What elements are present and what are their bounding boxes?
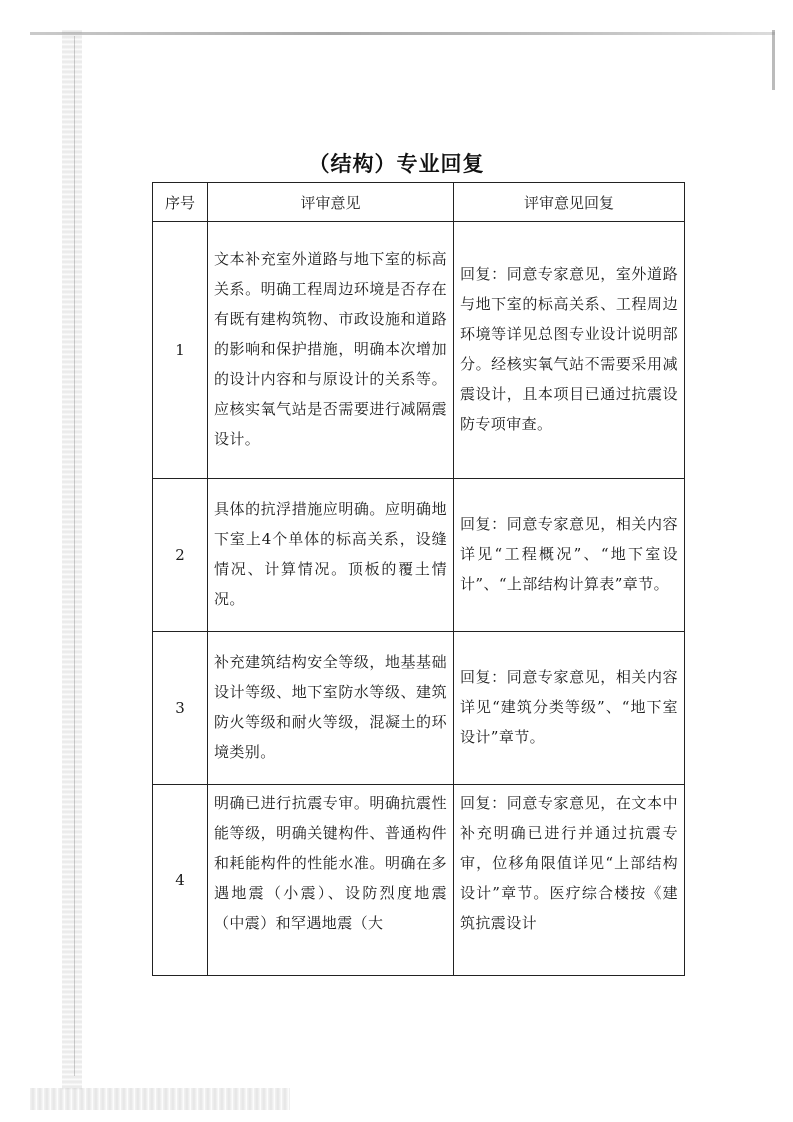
review-reply-text: 回复：同意专家意见，相关内容详见“工程概况”、“地下室设计”、“上部结构计算表”章节。 bbox=[460, 515, 678, 593]
row-number: 4 bbox=[153, 785, 208, 976]
header-opinion: 评审意见 bbox=[208, 183, 454, 222]
review-opinion-cell bbox=[208, 479, 454, 632]
scan-edge-bottom bbox=[30, 1088, 290, 1110]
row-number: 2 bbox=[153, 479, 208, 632]
row-number: 3 bbox=[153, 632, 208, 785]
review-reply-text: 回复：同意专家意见，在文本中补充明确已进行并通过抗震专审，位移角限值详见“上部结构设计”章节。医疗综合楼按《建筑抗震设计 bbox=[460, 794, 678, 932]
review-opinion-text: 具体的抗浮措施应明确。应明确地下室上4个单体的标高关系，设缝情况、计算情况。顶板的覆土情况。 bbox=[214, 500, 447, 608]
review-reply-cell bbox=[454, 632, 685, 785]
row-number: 1 bbox=[153, 222, 208, 479]
header-number: 序号 bbox=[153, 183, 208, 222]
page-title: （结构）专业回复 bbox=[308, 152, 485, 176]
review-opinion-cell bbox=[208, 222, 454, 479]
review-reply-cell bbox=[454, 785, 685, 976]
review-reply-text: 回复：同意专家意见，相关内容详见“建筑分类等级”、“地下室设计”章节。 bbox=[460, 668, 678, 746]
table-row bbox=[153, 785, 685, 976]
review-opinion-text: 明确已进行抗震专审。明确抗震性能等级，明确关键构件、普通构件和耗能构件的性能水准。明确在多遇地震（小震）、设防烈度地震（中震）和罕遇地震（大 bbox=[214, 794, 447, 932]
review-opinion-cell bbox=[208, 785, 454, 976]
review-table bbox=[152, 182, 685, 976]
scan-binding-line bbox=[74, 36, 75, 1076]
header-reply: 评审意见回复 bbox=[454, 183, 685, 222]
review-reply-cell bbox=[454, 479, 685, 632]
table-row bbox=[153, 479, 685, 632]
table-row bbox=[153, 632, 685, 785]
review-opinion-text: 补充建筑结构安全等级，地基基础设计等级、地下室防水等级、建筑防火等级和耐火等级，混凝土的环境类别。 bbox=[214, 653, 447, 761]
review-reply-text: 回复：同意专家意见，室外道路与地下室的标高关系、工程周边环境等详见总图专业设计说明部分。经核实氧气站不需要采用减震设计，且本项目已通过抗震设防专项审查。 bbox=[460, 265, 678, 433]
review-opinion-text: 文本补充室外道路与地下室的标高关系。明确工程周边环境是否存在有既有建构筑物、市政设施和道路的影响和保护措施，明确本次增加的设计内容和与原设计的关系等。应核实氧气站是否需要进行减隔震设计。 bbox=[214, 250, 447, 448]
table-header-row bbox=[153, 183, 685, 222]
table-row bbox=[153, 222, 685, 479]
scan-edge-right bbox=[772, 30, 775, 90]
review-reply-cell bbox=[454, 222, 685, 479]
review-opinion-cell bbox=[208, 632, 454, 785]
scan-edge-top bbox=[30, 32, 775, 35]
scan-edge-left bbox=[62, 30, 82, 1090]
